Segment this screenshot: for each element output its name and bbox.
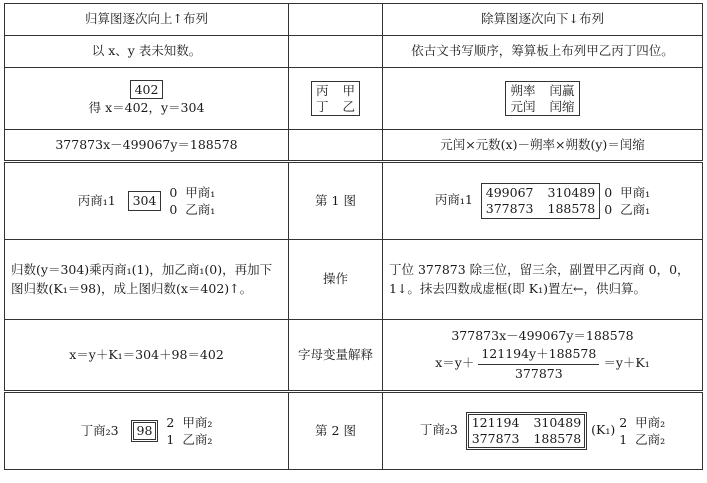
row3-right: 元闰×元数(x)－朔率×朔数(y)＝闰缩 xyxy=(383,130,703,162)
term-runying: 闰赢 xyxy=(549,82,575,98)
fig1-cell-a: 499067 xyxy=(485,185,534,201)
row2-right xyxy=(383,68,703,130)
figure-2-label: 第 2 图 xyxy=(289,392,383,470)
term-runsuo: 闰缩 xyxy=(549,98,575,114)
fig2-left-v2: 1 xyxy=(166,432,175,447)
row7-right xyxy=(383,392,703,470)
fig2-cell-c: 377873 xyxy=(471,431,520,446)
fig2-left-box: 98 xyxy=(131,420,159,442)
row6-numerator: 121194y＋188578 xyxy=(478,345,599,364)
position-box xyxy=(311,81,360,116)
fig1-left-label: 丙商₁1 xyxy=(77,192,116,208)
row5-right: 丁位 377873 除三位，留三余，副置甲乙丙商 0，0，1↓。抹去四数成虚框(即 K₁)置左←，供归算。 xyxy=(383,240,703,320)
pos-ding: 丁 xyxy=(315,98,329,114)
fig1-cell-c: 377873 xyxy=(485,201,534,216)
row-layout xyxy=(5,68,703,130)
fig2-cell-b: 310489 xyxy=(533,415,582,431)
fig1-cell-b: 310489 xyxy=(547,185,596,201)
fig2-left-l2: 乙商₂ xyxy=(182,432,213,447)
header-left: 归算图逐次向上↑布列 xyxy=(5,4,289,36)
fig1-left-v2: 0 xyxy=(169,202,178,217)
fig2-right-box xyxy=(466,412,587,449)
row1-mid-empty xyxy=(289,36,383,68)
row-unknowns xyxy=(5,36,703,68)
fig1-cell-d: 188578 xyxy=(547,201,596,216)
row-equation xyxy=(5,130,703,162)
fig1-left-v1: 0 xyxy=(169,184,178,200)
comparison-table xyxy=(4,3,703,470)
result-box-402: 402 xyxy=(130,80,164,100)
row6-fraction xyxy=(478,345,599,382)
figure-1-label: 第 1 图 xyxy=(289,162,383,240)
term-yuanrun: 元闰 xyxy=(510,98,536,114)
row-variables xyxy=(5,320,703,392)
row4-left xyxy=(5,162,289,240)
header-mid-empty xyxy=(289,4,383,36)
row-figure-1 xyxy=(5,162,703,240)
fig1-right-v1: 0 xyxy=(604,184,613,200)
fig1-right-box xyxy=(481,183,600,218)
fig2-k1: (K₁) xyxy=(591,422,616,438)
row6-prefix: x＝y＋ xyxy=(435,355,475,371)
fig1-left-l2: 乙商₁ xyxy=(185,202,216,217)
row5-left: 归数(y＝304)乘丙商₁(1)，加乙商₁(0)，再加下图归数(K₁＝98)，成上图归数(x＝402)↑。 xyxy=(5,240,289,320)
row6-suffix: ＝y＋K₁ xyxy=(603,355,650,371)
row6-eq1: 377873x－499067y＝188578 xyxy=(451,328,634,344)
pos-yi: 乙 xyxy=(342,98,356,114)
row7-left xyxy=(5,392,289,470)
pos-jia: 甲 xyxy=(342,82,356,98)
row2-mid xyxy=(289,68,383,130)
fig2-cell-d: 188578 xyxy=(533,431,582,446)
fig2-right-v1: 2 xyxy=(619,414,628,430)
fig2-left-v1: 2 xyxy=(166,414,175,430)
header-right: 除算图逐次向下↓布列 xyxy=(383,4,703,36)
fig2-cell-a: 121194 xyxy=(471,415,520,431)
fig2-left-l1: 甲商₂ xyxy=(182,414,213,430)
row6-right xyxy=(383,320,703,392)
term-shuolv: 朔率 xyxy=(510,82,536,98)
operation-label: 操作 xyxy=(289,240,383,320)
row4-right xyxy=(383,162,703,240)
row-figure-2 xyxy=(5,392,703,470)
fig1-left-box: 304 xyxy=(128,191,162,211)
fig1-right-v2: 0 xyxy=(604,202,613,217)
row-operation xyxy=(5,240,703,320)
row6-denominator: 377873 xyxy=(514,365,563,381)
fig1-right-label: 丙商₁1 xyxy=(434,192,473,208)
header-row xyxy=(5,4,703,36)
row6-left: x＝y＋K₁＝304＋98＝402 xyxy=(5,320,289,392)
fig2-right-v2: 1 xyxy=(619,432,628,447)
fig2-left-label: 丁商₂3 xyxy=(80,422,119,438)
row1-right: 依古文书写顺序，筹算板上布列甲乙丙丁四位。 xyxy=(383,36,703,68)
row3-left: 377873x－499067y＝188578 xyxy=(5,130,289,162)
variable-label: 字母变量解释 xyxy=(289,320,383,392)
fig1-right-l1: 甲商₁ xyxy=(620,184,651,200)
result-text: 得 x＝402，y＝304 xyxy=(88,100,205,116)
fig1-left-l1: 甲商₁ xyxy=(185,184,216,200)
fig2-right-l2: 乙商₂ xyxy=(635,432,666,447)
row3-mid-empty xyxy=(289,130,383,162)
row2-left xyxy=(5,68,289,130)
pos-bing: 丙 xyxy=(315,82,329,98)
fig2-right-label: 丁商₂3 xyxy=(419,422,458,438)
fig1-right-l2: 乙商₁ xyxy=(620,202,651,217)
term-box xyxy=(505,81,579,116)
row1-left: 以 x、y 表未知数。 xyxy=(5,36,289,68)
fig2-right-l1: 甲商₂ xyxy=(635,414,666,430)
